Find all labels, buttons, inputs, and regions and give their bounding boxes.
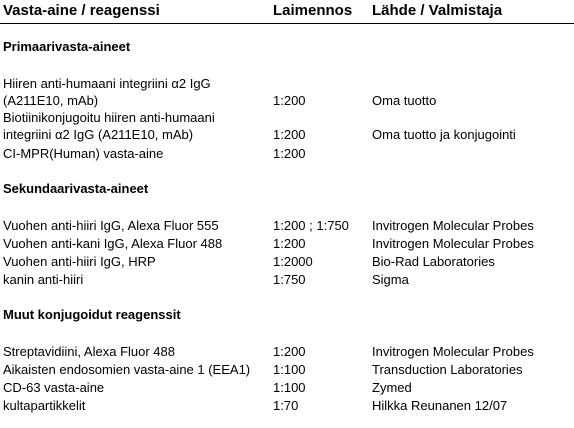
dilution: 1:200 <box>273 344 306 359</box>
table-row <box>0 145 574 162</box>
dilution: 1:200 <box>273 93 306 108</box>
source: Invitrogen Molecular Probes <box>372 236 534 251</box>
table-row <box>0 343 574 360</box>
source: Oma tuotto ja konjugointi <box>372 127 516 142</box>
source: Bio-Rad Laboratories <box>372 254 495 269</box>
dilution: 1:200 <box>273 236 306 251</box>
source: Invitrogen Molecular Probes <box>372 218 534 233</box>
source: Hilkka Reunanen 12/07 <box>372 398 508 413</box>
table-row <box>0 75 574 109</box>
header-antibody: Vasta-aine / reagenssi <box>3 2 160 19</box>
dilution: 1:70 <box>273 398 299 413</box>
table-row <box>0 379 574 396</box>
antibody-name-line2: integriini α2 IgG (A211E10, mAb) <box>3 127 194 142</box>
table-row <box>0 397 574 414</box>
dilution: 1:100 <box>273 362 306 377</box>
antibody-name-line2: (A211E10, mAb) <box>3 93 99 108</box>
source: Oma tuotto <box>372 93 437 108</box>
antibody-name: Streptavidiini, Alexa Fluor 488 <box>3 344 175 359</box>
dilution: 1:2000 <box>273 254 313 269</box>
table-row <box>0 235 574 252</box>
table-row <box>0 361 574 378</box>
table-header <box>0 0 574 24</box>
antibody-name: kultapartikkelit <box>3 398 86 413</box>
header-dilution: Laimennos <box>273 2 353 19</box>
antibody-name: Vuohen anti-kani IgG, Alexa Fluor 488 <box>3 236 223 251</box>
section-title-primary: Primaarivasta-aineet <box>3 39 131 54</box>
section-title-secondary: Sekundaarivasta-aineet <box>3 181 149 196</box>
dilution: 1:200 <box>273 146 306 161</box>
antibody-name: CD-63 vasta-aine <box>3 380 105 395</box>
source: Zymed <box>372 380 412 395</box>
dilution: 1:750 <box>273 272 306 287</box>
antibody-name: kanin anti-hiiri <box>3 272 84 287</box>
dilution: 1:100 <box>273 380 306 395</box>
dilution: 1:200 <box>273 127 306 142</box>
antibody-name-line1: Biotiinikonjugoitu hiiren anti-humaani <box>3 110 215 125</box>
antibody-name: Aikaisten endosomien vasta-aine 1 (EEA1) <box>3 362 251 377</box>
source: Sigma <box>372 272 409 287</box>
table-row <box>0 109 574 143</box>
table-row <box>0 271 574 288</box>
table-row <box>0 253 574 270</box>
source: Invitrogen Molecular Probes <box>372 344 534 359</box>
source: Transduction Laboratories <box>372 362 523 377</box>
header-source: Lähde / Valmistaja <box>372 2 503 19</box>
antibody-name: CI-MPR(Human) vasta-aine <box>3 146 164 161</box>
dilution: 1:200 ; 1:750 <box>273 218 349 233</box>
antibody-name-line1: Hiiren anti-humaani integriini α2 IgG <box>3 76 211 91</box>
section-title-other: Muut konjugoidut reagenssit <box>3 307 181 322</box>
table-row <box>0 217 574 234</box>
antibody-name: Vuohen anti-hiiri IgG, HRP <box>3 254 156 269</box>
antibody-name: Vuohen anti-hiiri IgG, Alexa Fluor 555 <box>3 218 219 233</box>
